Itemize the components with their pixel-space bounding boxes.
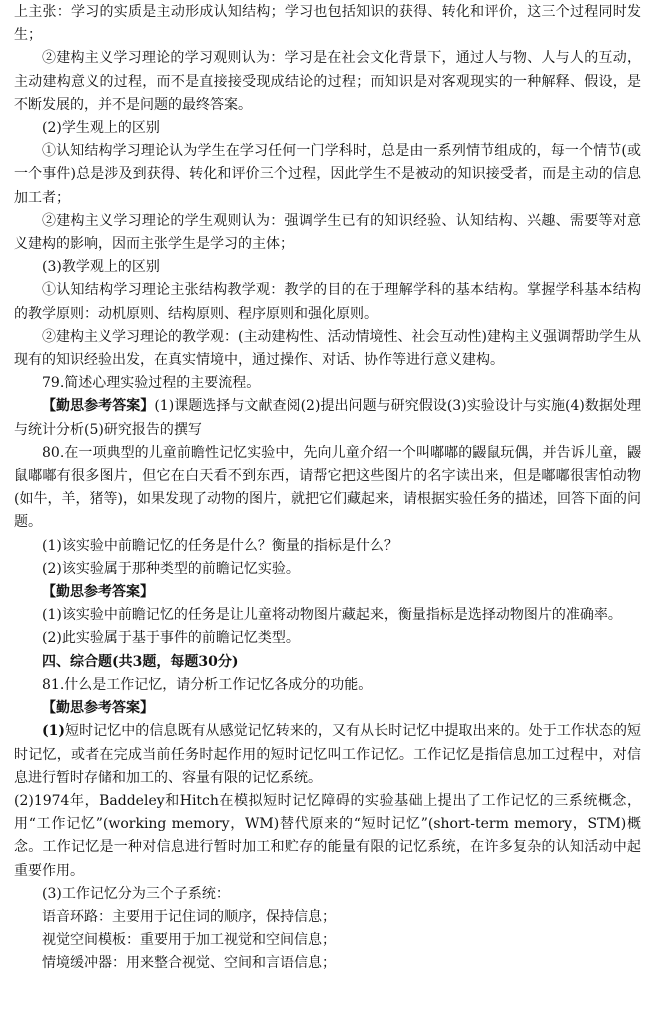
- paragraph-p12: [14, 535, 641, 558]
- paragraph-p15: [14, 604, 641, 627]
- paragraph-text: 【勤思参考答案】: [42, 700, 154, 717]
- paragraph-text: 79.简述心理实验过程的主要流程。: [42, 375, 261, 392]
- paragraph-text: 视觉空间模板：重要用于加工视觉和空间信息；: [42, 932, 336, 949]
- paragraph-p08: [14, 326, 641, 372]
- paragraph-p04: [14, 140, 641, 210]
- paragraph-text: 情境缓冲器：用来整合视觉、空间和言语信息；: [42, 955, 336, 972]
- paragraph-p07: [14, 279, 641, 325]
- paragraph-text: ①认知结构学习理论主张结构教学观：教学的目的在于理解学科的基本结构。掌握学科基本结构的教学原则：动机原则、结构原则、程序原则和强化原则。: [14, 282, 641, 322]
- paragraph-text: ①认知结构学习理论认为学生在学习任何一门学科时，总是由一系列情节组成的，每一个情节(或一个事件)总是涉及到获得、转化和评价三个过程，因此学生不是被动的知识接受者，而是主动的信息加工者；: [14, 143, 641, 206]
- paragraph-text: 短时记忆中的信息既有从感觉记忆转来的，又有从长时记忆中提取出来的。处于工作状态的短时记忆，或者在完成当前任务时起作用的短时记忆叫工作记忆。工作记忆是指信息加工过程中，对信息进行暂时存储和加工的、容量有限的记忆系统。: [14, 723, 641, 786]
- paragraph-text: (2)1974年，Baddeley和Hitch在模拟短时记忆障碍的实验基础上提出了工作记忆的三系统概念，用“工作记忆”(working memory，WM)替代原来的“短时记忆”(short-term memory，STM)概念。工作记忆是一种对信息进行暂时加工和贮存的能量有限的记忆系统，在许多复杂的认知活动中起重要作用。: [14, 792, 641, 879]
- paragraph-p05: [14, 210, 641, 256]
- paragraph-text: 【勤思参考答案】: [42, 584, 154, 601]
- paragraph-text: (1)该实验中前瞻记忆的任务是什么？衡量的指标是什么？: [42, 537, 398, 554]
- paragraph-text: 81.什么是工作记忆，请分析工作记忆各成分的功能。: [42, 676, 373, 693]
- paragraph-text: ②建构主义学习理论的学生观则认为：强调学生已有的知识经验、认知结构、兴趣、需要等对意义建构的影响，因而主张学生是学习的主体；: [14, 212, 641, 253]
- paragraph-lead: 【勤思参考答案】: [42, 398, 155, 415]
- paragraph-text: ②建构主义学习理论的学习观则认为：学习是在社会文化背景下，通过人与物、人与人的互动，主动建构意义的过程，而不是直接接受现成结论的过程；而知识是对客观现实的一种解释、假设，是不断发展的，并不是问题的最终答案。: [14, 50, 641, 113]
- paragraph-text: (3)工作记忆分为三个子系统：: [42, 885, 230, 902]
- paragraph-p17: [14, 651, 641, 674]
- paragraph-p20: [14, 720, 641, 790]
- paragraph-p03: [14, 117, 641, 140]
- paragraph-p10: [14, 395, 641, 441]
- paragraph-p14: [14, 581, 641, 604]
- paragraph-p25: [14, 952, 641, 975]
- paragraph-text: 四、综合题(共3题，每题30分): [42, 653, 239, 670]
- paragraph-lead: (1): [42, 723, 65, 740]
- paragraph-text: 80.在一项典型的儿童前瞻性记忆实验中，先向儿童介绍一个叫嘟嘟的鼹鼠玩偶，并告诉儿童，鼹鼠嘟嘟有很多图片，但它在白天看不到东西，请帮它把这些图片的名字读出来，但是嘟嘟很害怕动物(如牛，羊，猪等)，如果发现了动物的图片，就把它们藏起来，请根据实验任务的描述，回答下面的问题。: [14, 444, 641, 531]
- paragraph-p22: [14, 883, 641, 906]
- paragraph-p13: [14, 558, 641, 581]
- paragraph-text: 上主张：学习的实质是主动形成认知结构；学习也包括知识的获得、转化和评价，这三个过程同时发生；: [14, 4, 641, 44]
- paragraph-text: (1)该实验中前瞻记忆的任务是让儿童将动物图片藏起来，衡量指标是选择动物图片的准确率。: [42, 607, 622, 624]
- paragraph-p09: [14, 372, 641, 395]
- paragraph-p16: [14, 627, 641, 650]
- paragraph-p02: [14, 47, 641, 117]
- paragraph-text: (2)此实验属于基于事件的前瞻记忆类型。: [42, 630, 300, 647]
- paragraph-p01: [14, 1, 641, 47]
- paragraph-p06: [14, 256, 641, 279]
- paragraph-p23: [14, 906, 641, 929]
- paragraph-p18: [14, 674, 641, 697]
- paragraph-p19: [14, 697, 641, 720]
- paragraph-text: (1)课题选择与文献查阅(2)提出问题与研究假设(3)实验设计与实施(4)数据处理与统计分析(5)研究报告的撰写: [14, 398, 642, 438]
- paragraph-p11: [14, 442, 641, 535]
- paragraph-p24: [14, 929, 641, 952]
- paragraph-p21: [14, 790, 641, 883]
- paragraph-text: (3)教学观上的区别: [42, 259, 160, 276]
- paragraph-text: ②建构主义学习理论的教学观：(主动建构性、活动情境性、社会互动性)建构主义强调帮助学生从现有的知识经验出发，在真实情境中，通过操作、对话、协作等进行意义建构。: [14, 328, 641, 369]
- paragraph-text: (2)学生观上的区别: [42, 120, 160, 137]
- paragraph-text: (2)该实验属于那种类型的前瞻记忆实验。: [42, 560, 300, 577]
- document-body: [14, 1, 641, 976]
- paragraph-text: 语音环路：主要用于记住词的顺序，保持信息；: [42, 908, 336, 925]
